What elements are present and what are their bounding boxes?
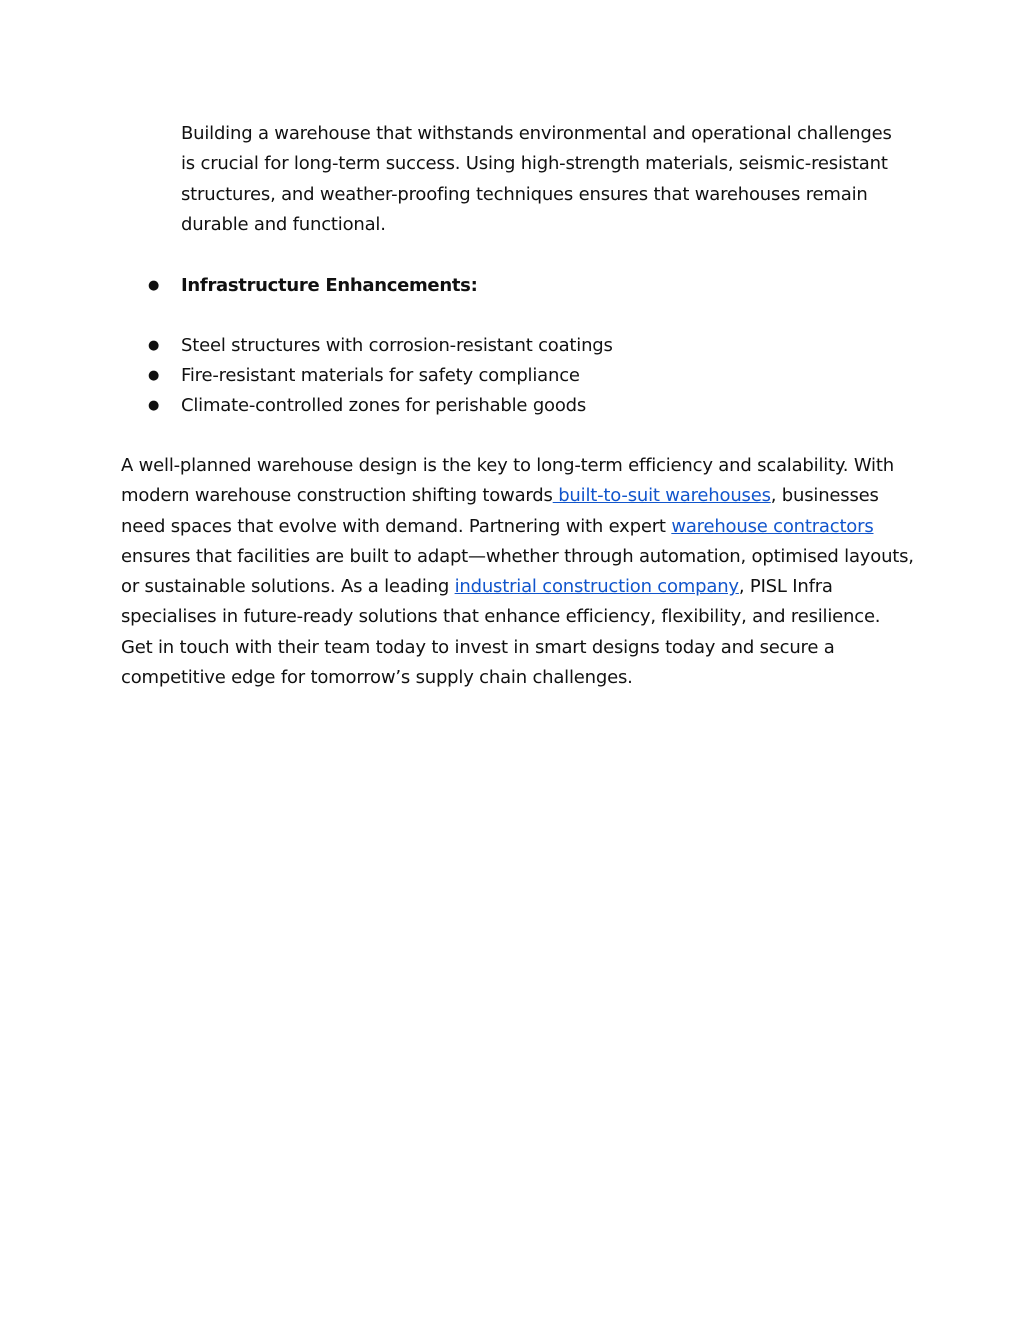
bullet-icon: ● [148, 338, 160, 353]
conclusion-text: ensures that facilities are built to adapt—whether through automation, optimised layouts, or sustainable solutions. As a leading [121, 545, 914, 598]
conclusion-paragraph [121, 451, 916, 693]
list-item-text: Climate-controlled zones for perishable goods [181, 395, 587, 416]
list-item-heading [148, 271, 908, 301]
list-item [148, 331, 908, 361]
built-to-suit-warehouses-link[interactable]: built-to-suit warehouses [552, 485, 771, 507]
conclusion-text: , PISL Infra specialises in future-ready solutions that enhance efficiency, flexibility, and resilience. Get in touch with their team today to invest in smart designs today and secure a competitive edge for tomorrow’s supply chain challenges. [121, 576, 881, 689]
warehouse-contractors-link[interactable]: warehouse contractors [671, 515, 874, 537]
conclusion-text: A well-planned warehouse design is the key to long-term efficiency and scalability. With modern warehouse construction shifting towards [121, 455, 894, 507]
bullet-icon: ● [148, 368, 160, 383]
industrial-construction-company-link[interactable]: industrial construction company [454, 576, 739, 598]
list-item-text: Fire-resistant materials for safety compliance [181, 365, 580, 386]
infrastructure-heading: Infrastructure Enhancements: [181, 275, 478, 296]
intro-paragraph: Building a warehouse that withstands environmental and operational challenges is crucial for long-term success. Using high-strength materials, seismic-resistant structures, and weather-proofing techniques ensures that warehouses remain durable and functional. [181, 123, 892, 235]
list-item-text: Steel structures with corrosion-resistant coatings [181, 335, 613, 356]
list-item [148, 361, 908, 391]
bullet-icon: ● [148, 398, 160, 413]
bullet-icon: ● [148, 278, 160, 293]
conclusion-text: , businesses need spaces that evolve with demand. Partnering with expert [121, 485, 879, 537]
list-item [148, 391, 908, 421]
